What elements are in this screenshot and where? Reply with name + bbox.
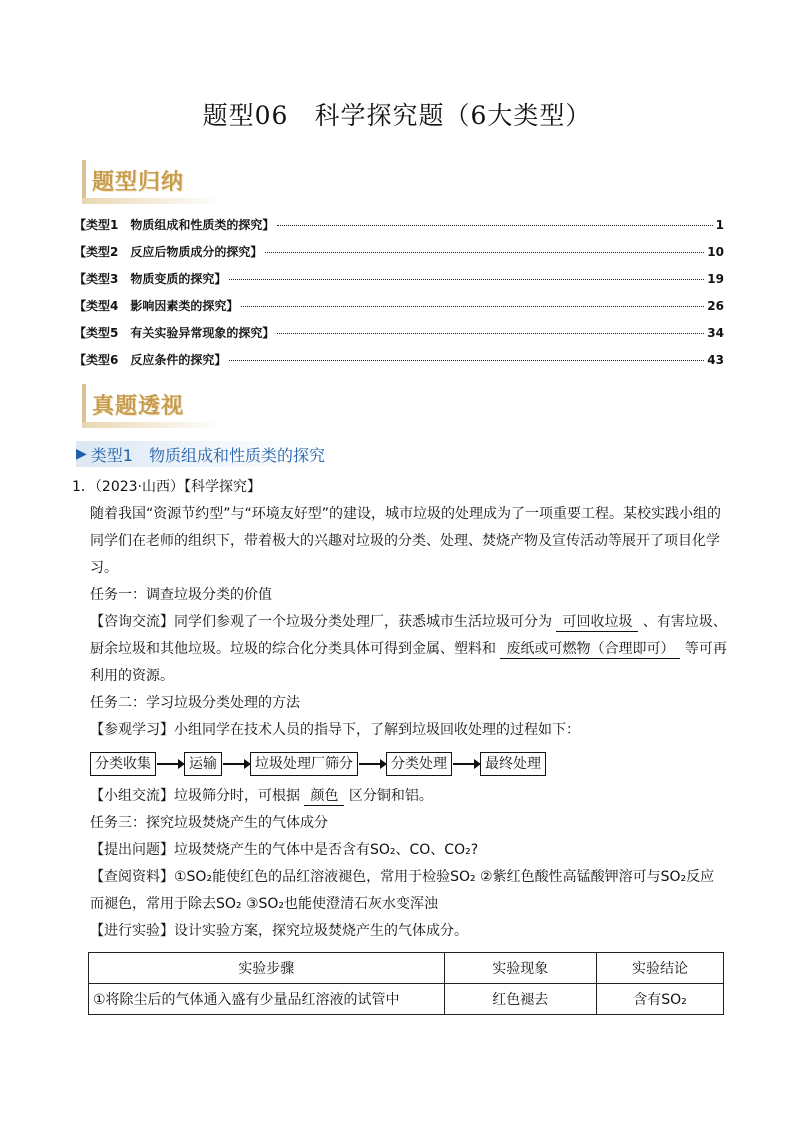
flow-step: 运输 <box>184 752 222 776</box>
toc-page-number: 1 <box>715 218 724 232</box>
toc-entry[interactable] <box>74 324 724 344</box>
toc-entry-label: 【类型3 物质变质的探究】 <box>74 272 227 286</box>
answer-blank: 废纸或可燃物（合理即可） <box>500 640 680 659</box>
type-heading <box>76 441 335 467</box>
toc-page-number: 10 <box>707 245 724 259</box>
task-three: 任务三：探究垃圾焚烧产生的气体成分 <box>90 815 328 831</box>
banner-title: 题型归纳 <box>92 169 185 195</box>
right-arrow-icon <box>157 763 183 765</box>
flow-step: 最终处理 <box>480 752 546 776</box>
question-source: 1．（2023·山西）【科学探究】 <box>72 479 262 495</box>
toc-page-number: 34 <box>707 326 724 340</box>
process-flow <box>90 752 546 776</box>
answer-blank: 颜色 <box>304 787 344 806</box>
task-two: 任务二：学习垃圾分类处理的方法 <box>90 695 300 711</box>
toc-leader-dots <box>241 306 704 307</box>
table-cell: 红色褪去 <box>444 984 596 1015</box>
lookup-info: 【查阅资料】①SO₂能使红色的品红溶液褪色，常用于检验SO₂ ②紫红色酸性高锰酸钾溶可与SO₂反应而褪色，常用于除去SO₂ ③SO₂也能使澄清石灰水变浑浊 <box>90 869 715 912</box>
group-discussion: 【小组交流】垃圾筛分时，可根据 颜色 区分铜和铝。 <box>90 788 433 804</box>
column-header: 实验结论 <box>596 953 723 984</box>
task-one: 任务一：调查垃圾分类的价值 <box>90 587 272 603</box>
flow-step: 分类处理 <box>386 752 452 776</box>
toc-entry-label: 【类型4 影响因素类的探究】 <box>74 299 239 313</box>
toc-entry[interactable] <box>74 297 724 317</box>
toc-entry-label: 【类型6 反应条件的探究】 <box>74 353 227 367</box>
toc-page-number: 26 <box>707 299 724 313</box>
flow-step: 垃圾处理厂筛分 <box>250 752 358 776</box>
visit-paragraph: 【参观学习】小组同学在技术人员的指导下，了解到垃圾回收处理的过程如下： <box>90 722 580 738</box>
table-cell: ①将除尘后的气体通入盛有少量品红溶液的试管中 <box>89 984 445 1015</box>
toc-leader-dots <box>229 360 704 361</box>
toc-entry-label: 【类型5 有关实验异常现象的探究】 <box>74 326 275 340</box>
toc-page-number: 19 <box>707 272 724 286</box>
banner-title: 真题透视 <box>92 393 185 419</box>
toc-leader-dots <box>265 252 704 253</box>
right-arrow-icon <box>453 763 479 765</box>
column-header: 实验现象 <box>444 953 596 984</box>
raise-question: 【提出问题】垃圾焚烧产生的气体中是否含有SO₂、CO、CO₂? <box>90 842 479 858</box>
table-cell: 含有SO₂ <box>596 984 723 1015</box>
question-intro: 随着我国“资源节约型”与“环境友好型”的建设，城市垃圾的处理成为了一项重要工程。某校实践小组的同学们在老师的组织下，带着极大的兴趣对垃圾的分类、处理、焚烧产物及宣传活动等展开了项目化学习。 <box>90 506 722 576</box>
answer-blank: 可回收垃圾 <box>556 613 638 632</box>
page-title: 题型06 科学探究题（6大类型） <box>202 101 592 130</box>
experiment-intro: 【进行实验】设计实验方案，探究垃圾焚烧产生的气体成分。 <box>90 923 468 939</box>
right-arrow-icon <box>359 763 385 765</box>
section-banner-summary <box>82 160 185 200</box>
toc-leader-dots <box>229 279 704 280</box>
consult-paragraph: 【咨询交流】同学们参观了一个垃圾分类处理厂，获悉城市生活垃圾可分为 可回收垃圾 、有害垃圾、厨余垃圾和其他垃圾。垃圾的综合化分类具体可得到金属、塑料和 废纸或可燃物（合理即可） 等可再利用的资源。 <box>90 614 727 684</box>
table-row <box>89 984 724 1015</box>
toc-entry[interactable] <box>74 351 724 371</box>
toc-leader-dots <box>277 225 712 226</box>
question-block-continued <box>72 783 727 945</box>
toc-entry-label: 【类型2 反应后物质成分的探究】 <box>74 245 263 259</box>
question-block <box>72 474 727 744</box>
toc-entry[interactable] <box>74 243 724 263</box>
column-header: 实验步骤 <box>89 953 445 984</box>
table-header-row <box>89 953 724 984</box>
section-banner-real-questions <box>82 384 185 424</box>
type-heading-label: 类型1 物质组成和性质类的探究 <box>90 445 325 465</box>
toc-entry[interactable] <box>74 270 724 290</box>
play-arrow-icon: ▶ <box>76 446 87 462</box>
toc-entry-label: 【类型1 物质组成和性质类的探究】 <box>74 218 275 232</box>
flow-step: 分类收集 <box>90 752 156 776</box>
right-arrow-icon <box>223 763 249 765</box>
toc-leader-dots <box>277 333 704 334</box>
toc-page-number: 43 <box>707 353 724 367</box>
experiment-table <box>88 952 724 1015</box>
toc-entry[interactable] <box>74 216 724 236</box>
